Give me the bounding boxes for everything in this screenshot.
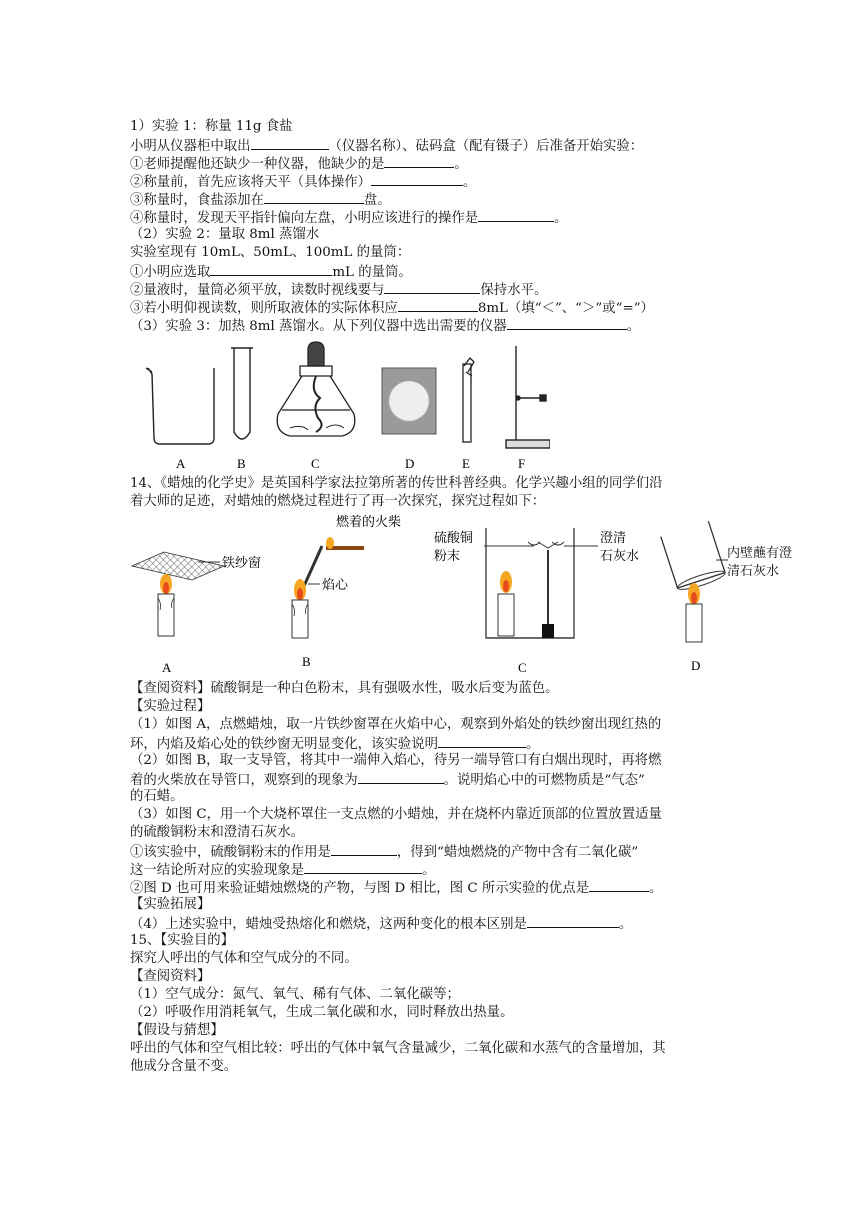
candle-icon (158, 594, 174, 636)
line-p6: 着的火柴放在导管口，观察到的现象为 。说明焰心中的可燃物质是“气态” (130, 770, 645, 789)
instruments-figure (130, 336, 550, 474)
line-q15-ref2: （2）呼吸作用消耗氧气，生成二氧化碳和水，同时释放出热量。 (130, 1005, 514, 1020)
wire-gauze-icon (132, 552, 224, 580)
line-p9: 的硫酸铜粉末和澄清石灰水。 (130, 825, 305, 840)
experiment-a (132, 552, 261, 675)
answer-blank[interactable] (264, 190, 364, 204)
line-exp1-intro: 小明从仪器柜中取出 （仪器名称）、砝码盒（配有镊子）后准备开始实验： (130, 136, 643, 155)
answer-blank[interactable] (210, 262, 332, 276)
line-p8: （3）如图 C，用一个大烧杯罩住一支点燃的小蜡烛，并在烧杯内靠近顶部的位置放置适量 (130, 807, 662, 822)
line-q15-hyp1: 呼出的气体和空气相比较：呼出的气体中氧气含量减少，二氧化碳和水蒸气的含量增加，其 (130, 1041, 666, 1056)
candle-icon (292, 600, 308, 638)
tube-icon (304, 546, 322, 586)
figure-label-f: F (518, 456, 526, 471)
line-q7: ③若小明仰视读数，则所取液体的实际体积应 8mL（填“＜”、“＞”或“=”） (130, 298, 654, 317)
line-p10: ①该实验中，硫酸铜粉末的作用是 ，得到“蜡烛燃烧的产物中含有二氧化碳” (130, 842, 638, 861)
answer-blank[interactable] (478, 208, 554, 222)
answer-blank[interactable] (438, 734, 526, 748)
inverted-beaker-icon (661, 521, 727, 593)
alcohol-lamp-icon (277, 342, 355, 436)
iron-stand-icon (506, 346, 550, 448)
test-tube-holder-icon (463, 358, 474, 442)
figure-label-b: B (302, 654, 311, 669)
experiment-c (434, 528, 639, 675)
line-exp1-title: 1）实验 1：称量 11g 食盐 (130, 119, 293, 134)
label-cuso4-1: 硫酸铜 (434, 531, 474, 546)
candle-experiments-figure (128, 510, 728, 680)
label-limewater-1: 澄清 (600, 531, 627, 546)
figure-label-c: C (311, 456, 320, 471)
figure-label-d: D (405, 456, 415, 471)
label-wall-limewater-1: 内壁蘸有澄 (727, 546, 793, 561)
figure-label-a: A (176, 456, 186, 471)
line-p14: （4）上述实验中，蜡烛受热熔化和燃烧，这两种变化的根本区别是 。 (130, 914, 632, 933)
line-reference: 【查阅资料】硫酸铜是一种白色粉末，具有强吸水性，吸水后变为蓝色。 (130, 681, 559, 696)
line-q15-hyp2: 他成分含量不变。 (130, 1059, 238, 1074)
answer-blank[interactable] (358, 770, 444, 784)
line-p7: 的石蜡。 (130, 789, 184, 804)
test-tube-icon (231, 348, 253, 439)
line-q5: ①小明应选取 mL 的量筒。 (130, 262, 412, 281)
line-p4: 环，内焰及焰心处的铁纱窗无明显变化，该实验说明 。 (130, 734, 539, 753)
experiment-b (292, 514, 401, 669)
answer-blank[interactable] (304, 860, 422, 874)
line-q6: ②量液时，量筒必须平放，读数时视线要与 保持水平。 (130, 280, 547, 299)
candle-icon (686, 604, 702, 642)
line-exp2-intro: 实验室现有 10mL、50mL、100mL 的量筒： (130, 245, 411, 260)
answer-blank[interactable] (251, 136, 329, 150)
figure-label-e: E (462, 456, 470, 471)
answer-blank[interactable] (507, 316, 627, 330)
figure-label-c: C (518, 660, 527, 675)
figure-label-b: B (237, 456, 246, 471)
line-q15-ref-header: 【查阅资料】 (130, 969, 211, 984)
line-exp2-title: （2）实验 2：量取 8ml 蒸馏水 (130, 227, 320, 242)
label-flame-core: 焰心 (322, 578, 349, 593)
label-burning-match: 燃着的火柴 (336, 515, 402, 530)
line-extension-header: 【实验拓展】 (130, 897, 211, 912)
line-q1: ①老师提醒他还缺少一种仪器，他缺少的是 。 (130, 154, 468, 173)
label-cuso4-2: 粉末 (434, 549, 461, 564)
candle-icon (498, 594, 514, 636)
answer-blank[interactable] (398, 298, 478, 312)
line-q2: ②称量前，首先应该将天平（具体操作） 。 (130, 172, 476, 191)
label-wall-limewater-2: 清石灰水 (727, 564, 780, 579)
figure-label-a: A (162, 660, 172, 675)
line-exp3-title: （3）实验 3：加热 8ml 蒸馏水。从下列仪器中选出需要的仪器 。 (130, 316, 640, 335)
answer-blank[interactable] (371, 172, 463, 186)
line-q15-goal: 探究人呼出的气体和空气成分的不同。 (130, 951, 358, 966)
figure-label-d: D (691, 658, 701, 673)
answer-blank[interactable] (527, 914, 619, 928)
line-q15-title: 15、【实验目的】 (130, 933, 235, 948)
line-process-header: 【实验过程】 (130, 699, 211, 714)
answer-blank[interactable] (589, 878, 649, 892)
line-q14-1: 14、《蜡烛的化学史》是英国科学家法拉第所著的传世科普经典。化学兴趣小组的同学们沿 (130, 476, 663, 491)
line-p11: 这一结论所对应的实验现象是 。 (130, 860, 435, 879)
line-q3: ③称量时，食盐添加在 盘。 (130, 190, 391, 209)
answer-blank[interactable] (384, 280, 480, 294)
line-p3: （1）如图 A，点燃蜡烛，取一片铁纱窗罩在火焰中心，观察到外焰处的铁纱窗出现红热的 (130, 717, 662, 732)
line-q14-2: 着大师的足迹，对蜡烛的燃烧过程进行了再一次探究，探究过程如下： (130, 494, 546, 509)
asbestos-mesh-icon (382, 368, 436, 434)
line-q15-hyp-header: 【假设与猜想】 (130, 1023, 224, 1038)
answer-blank[interactable] (384, 154, 454, 168)
answer-blank[interactable] (331, 842, 397, 856)
line-q4: ④称量时，发现天平指针偏向左盘，小明应该进行的操作是 。 (130, 208, 568, 227)
line-p5: （2）如图 B，取一支导管，将其中一端伸入焰心，待另一端导管口有白烟出现时，再将燃 (130, 753, 662, 768)
label-limewater-2: 石灰水 (600, 549, 640, 564)
line-p12: ②图 D 也可用来验证蜡烛燃烧的产物，与图 D 相比，图 C 所示实验的优点是 。 (130, 878, 662, 897)
line-q15-ref1: （1）空气成分：氮气、氧气、稀有气体、二氧化碳等； (130, 987, 460, 1002)
beaker-icon (146, 368, 214, 444)
experiment-d (661, 521, 728, 673)
label-wire-gauze: 铁纱窗 (222, 556, 262, 571)
